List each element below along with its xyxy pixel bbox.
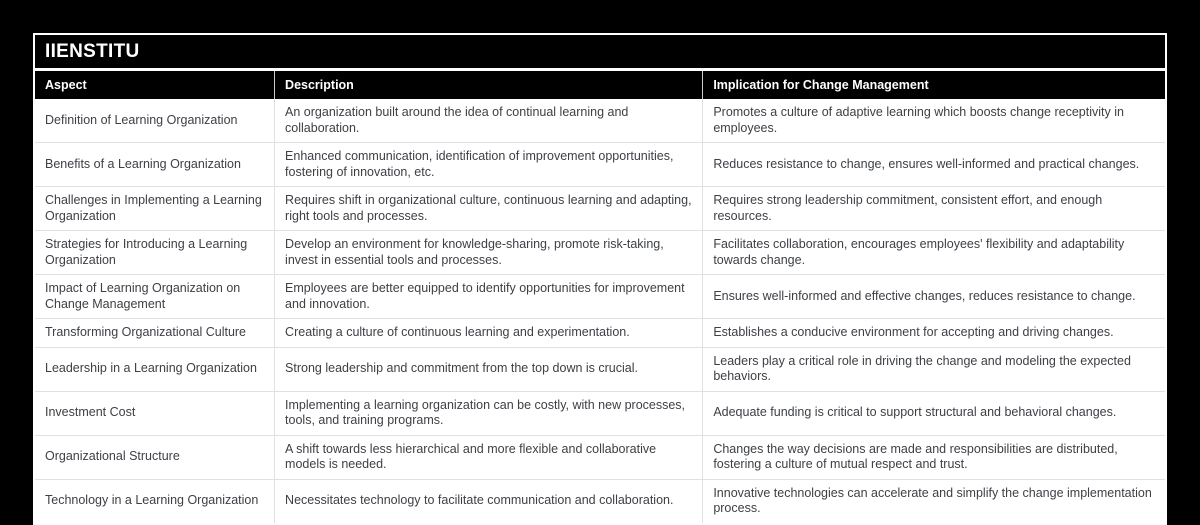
table-row [35,231,1165,275]
implication-cell: Reduces resistance to change, ensures well-informed and practical changes. [703,143,1165,187]
learning-organization-table [35,71,1165,523]
column-header-aspect: Aspect [35,71,275,99]
description-cell: Develop an environment for knowledge-sharing, promote risk-taking, invest in essential tools and processes. [275,231,703,275]
aspect-cell: Investment Cost [35,391,275,435]
aspect-cell: Definition of Learning Organization [45,112,238,127]
table-body [35,99,1165,523]
table-row [35,143,1165,187]
aspect-cell: Technology in a Learning Organization [35,479,275,523]
description-cell: Implementing a learning organization can be costly, with new processes, tools, and training programs. [275,391,703,435]
table-row [35,435,1165,479]
column-header-implication: Implication for Change Management [703,71,1165,99]
implication-cell: Innovative technologies can accelerate and simplify the change implementation process. [703,479,1165,523]
page-title: IIENSTITU [35,35,1165,71]
aspect-cell: Impact of Learning Organization on Change Management [35,275,275,319]
description-cell: Necessitates technology to facilitate communication and collaboration. [275,479,703,523]
implication-cell: Requires strong leadership commitment, consistent effort, and enough resources. [703,187,1165,231]
table-row [35,391,1165,435]
aspect-cell: Challenges in Implementing a Learning Organization [35,187,275,231]
table-header-row [35,71,1165,99]
table-row [35,275,1165,319]
description-cell: Strong leadership and commitment from the top down is crucial. [275,347,703,391]
implication-cell: Changes the way decisions are made and responsibilities are distributed, fostering a culture of mutual respect and trust. [703,435,1165,479]
description-cell: An organization built around the idea of continual learning and collaboration. [275,99,703,143]
table-row [35,99,1165,143]
implication-cell: Leaders play a critical role in driving the change and modeling the expected behaviors. [703,347,1165,391]
description-cell: Requires shift in organizational culture, continuous learning and adapting, right tools and processes. [275,187,703,231]
table-card [33,33,1167,525]
table-row [35,187,1165,231]
table-row [35,319,1165,348]
aspect-cell: Benefits of a Learning Organization [35,143,275,187]
description-cell: Enhanced communication, identification of improvement opportunities, fostering of innovation, etc. [275,143,703,187]
column-header-description: Description [275,71,703,99]
implication-cell: Promotes a culture of adaptive learning which boosts change receptivity in employees. [703,99,1165,143]
implication-cell: Establishes a conducive environment for accepting and driving changes. [703,319,1165,348]
table-row [35,347,1165,391]
aspect-cell: Transforming Organizational Culture [35,319,275,348]
aspect-cell: Strategies for Introducing a Learning Organization [35,231,275,275]
implication-cell: Ensures well-informed and effective changes, reduces resistance to change. [703,275,1165,319]
description-cell: Employees are better equipped to identify opportunities for improvement and innovation. [275,275,703,319]
description-cell: A shift towards less hierarchical and more flexible and collaborative models is needed. [275,435,703,479]
aspect-cell: Leadership in a Learning Organization [35,347,275,391]
table-row [35,479,1165,523]
implication-cell: Facilitates collaboration, encourages employees' flexibility and adaptability towards change. [703,231,1165,275]
description-cell: Creating a culture of continuous learning and experimentation. [275,319,703,348]
aspect-cell: Organizational Structure [35,435,275,479]
implication-cell: Adequate funding is critical to support structural and behavioral changes. [703,391,1165,435]
